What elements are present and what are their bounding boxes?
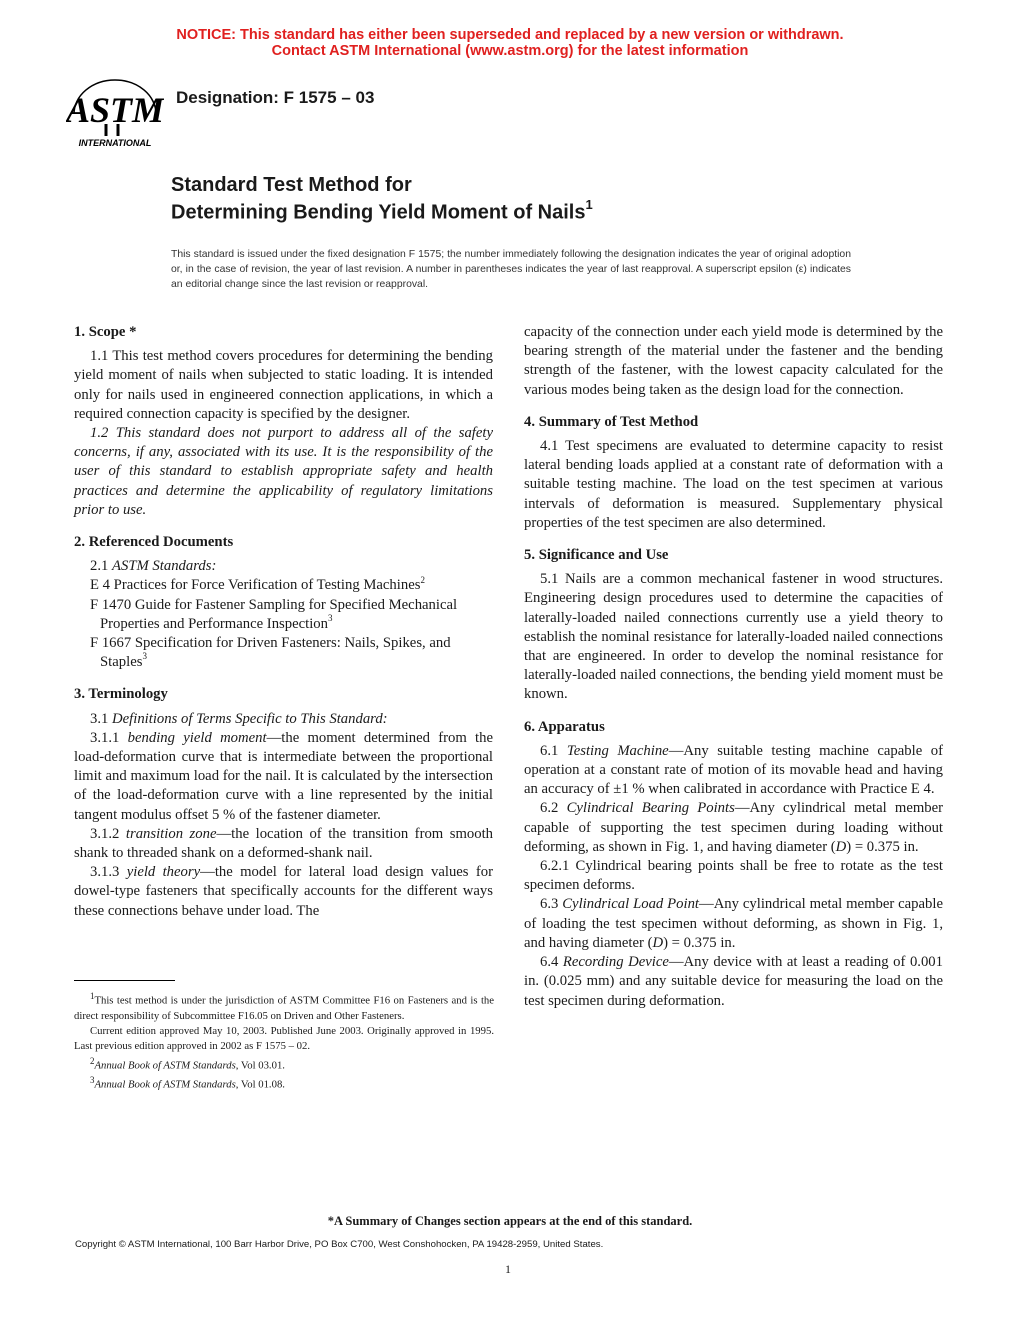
ref-f1667: F 1667 Specification for Driven Fasteners: Nails, Spikes, and Staples$^3$ — [90, 635, 451, 671]
summary-of-changes-note: *A Summary of Changes section appears at the end of this standard. — [327, 1214, 693, 1228]
section-1-heading: 1. Scope * — [74, 324, 137, 340]
para-6-2-1: 6.2.1 Cylindrical bearing points shall be free to rotate as the test specimen deforms. — [524, 858, 943, 894]
footnote-1b: Current edition approved May 10, 2003. Published June 2003. Originally approved in 1995. Last previous edition approved in 2002 as F 1575 – 02. — [74, 1024, 494, 1052]
left-column — [74, 323, 493, 921]
page-number: 1 — [505, 1262, 511, 1276]
withdrawal-notice-line1: NOTICE: This standard has either been superseded and replaced by a new version or withdrawn. — [176, 27, 844, 43]
right-column — [524, 323, 943, 1011]
term-3-1-1: 3.1.1 bending yield moment—the moment determined from the load-deformation curve that is intermediate between the proportional limit and maximum load for the nail. It is calculated by the intersection of the load-deformation curve with a line represented by the initial tangent modulus offset 5 % of the fastener diameter. — [74, 729, 494, 823]
section-2-heading: 2. Referenced Documents — [74, 534, 234, 551]
standard-note: This standard is issued under the fixed designation F 1575; the number immediately following the designation indicates the year of original adoption or, in the case of revision, the year of last revision. A number in parentheses indicates the year of last reapproval. A superscript epsilon (ε) indicates an editorial change since the last revision or reapproval. — [171, 249, 851, 290]
title-line1: Standard Test Method for — [171, 174, 412, 196]
withdrawal-notice-line2: Contact ASTM International (www.astm.org) for the latest information — [271, 43, 749, 59]
para-5-1: 5.1 Nails are a common mechanical fastener in wood structures. Engineering design procedures used to determine the capacities of laterally-loaded nailed connections currently use a yield theory to establish the nominal resistance for laterally-loaded nailed connections that are engineered. In order to develop the nominal resistance for laterally-loaded nailed connections, the bending yield moment must be known. — [524, 571, 943, 703]
term-3-1-3-continued: capacity of the connection under each yield mode is determined by the bearing strength of the material under the fastener and the bending strength of the fastener, with the lowest capacity calculated for the various modes being taken as the design load for the connection. — [524, 324, 943, 398]
para-1-2: 1.2 This standard does not purport to address all of the safety concerns, if any, associated with its use. It is the responsibility of the user of this standard to establish appropriate safety and health practices and determine the applicability of regulatory limitations prior to use. — [74, 425, 493, 518]
section-5-heading: 5. Significance and Use — [524, 547, 669, 564]
copyright: Copyright © ASTM International, 100 Barr Harbor Drive, PO Box C700, West Conshohocken, PA 19428-2959, United States. — [75, 1239, 604, 1250]
footnotes — [74, 989, 494, 1093]
para-6-3: 6.3 Cylindrical Load Point—Any cylindrical metal member capable of loading the test specimen without deforming, as shown in Fig. 1, and having diameter (D) = 0.375 in. — [524, 896, 943, 951]
para-2-1: 2.1 ASTM Standards: — [90, 558, 217, 575]
para-1-1: 1.1 This test method covers procedures for determining the bending yield moment of nails when subjected to static loading. It is intended only for nails used in engineered connection applications, in which a required connection capacity is specified by the designer. — [74, 348, 493, 422]
section-6-heading: 6. Apparatus — [524, 718, 605, 735]
page-title: Determining Bending Yield Moment of Nails$^1$ — [171, 197, 593, 224]
para-6-2: 6.2 Cylindrical Bearing Points—Any cylindrical metal member capable of supporting the test specimen during loading without deforming, as shown in Fig. 1, and having diameter (D) = 0.375 in. — [524, 800, 944, 855]
footnote-3: $^3$Annual Book of ASTM Standards, Vol 01.08. — [90, 1075, 285, 1091]
astm-logo — [66, 74, 164, 150]
title-footnote-mark: 1 — [585, 197, 593, 212]
footnote-2: $^2$Annual Book of ASTM Standards, Vol 03.01. — [90, 1055, 285, 1072]
para-6-4: 6.4 Recording Device—Any device with at least a reading of 0.001 in. (0.025 mm) and any suitable device for measuring the load on the test specimen during deformation. — [524, 954, 943, 1009]
para-4-1: 4.1 Test specimens are evaluated to determine capacity to resist lateral bending loads applied at a constant rate of deformation with a suitable testing machine. The load on the test specimen at various intervals of deformation is measured. Supplementary physical properties of the test specimen are also determined. — [524, 438, 943, 531]
para-3-1: 3.1 Definitions of Terms Specific to This Standard: — [90, 710, 388, 727]
section-4-heading: 4. Summary of Test Method — [524, 413, 699, 430]
footnote-1: $^1$This test method is under the jurisdiction of ASTM Committee F16 on Fasteners and is the direct responsibility of Subcommittee F16.05 on Driven and Other Fasteners. — [74, 991, 494, 1022]
term-3-1-2: 3.1.2 transition zone—the location of the transition from smooth shank to threaded shank on a deformed-shank nail. — [74, 825, 494, 862]
svg-text:INTERNATIONAL: INTERNATIONAL — [78, 138, 152, 148]
para-6-1: 6.1 Testing Machine—Any suitable testing machine capable of operation at a constant rate of motion of its movable head and having an accuracy of ±1 % when calibrated in accordance with Practice E 4. — [524, 742, 943, 798]
svg-text:ASTM: ASTM — [66, 90, 164, 130]
section-3-heading: 3. Terminology — [74, 686, 168, 703]
term-3-1-3: 3.1.3 yield theory—the model for lateral load design values for dowel-type fasteners that specifically accounts for the different ways these connections behave under load. The — [74, 864, 493, 919]
ref-e4: E 4 Practices for Force Verification of Testing Machines$^2$ — [90, 574, 425, 594]
ref-f1470: F 1470 Guide for Fastener Sampling for Specified Mechanical Properties and Performance Inspection$^3$ — [90, 596, 458, 632]
footnote-divider — [74, 980, 175, 981]
designation: Designation: F 1575 – 03 — [176, 88, 375, 107]
